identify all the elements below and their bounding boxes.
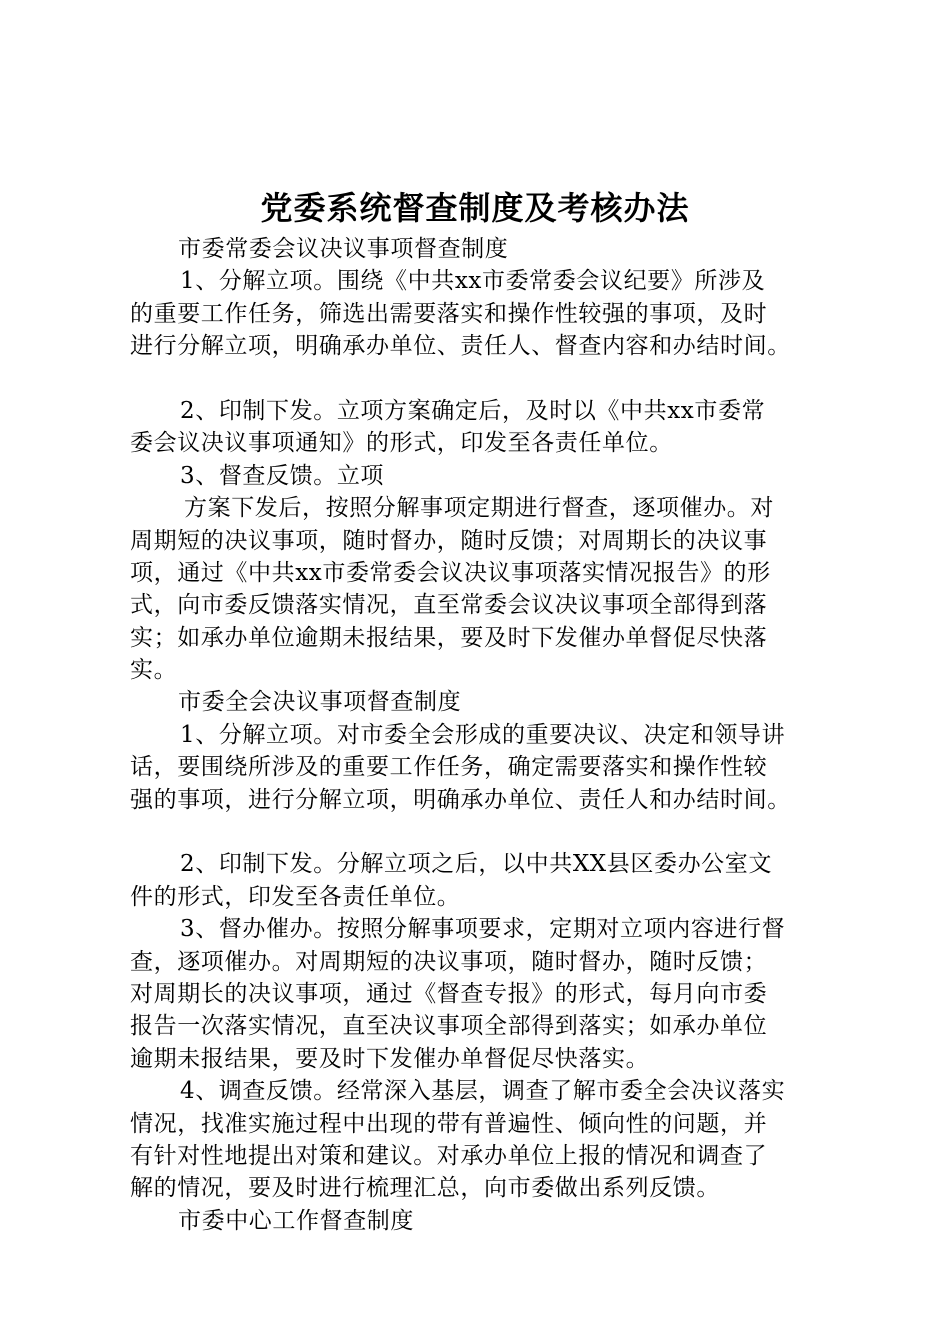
section-heading: 市委常委会议决议事项督查制度 [178,236,509,262]
paragraph-line: 2、印制下发。分解立项之后，以中共XX县区委办公室文 [180,851,772,878]
blank-line [130,816,840,848]
paragraph-line: 4、调查反馈。经常深入基层，调查了解市委全会决议落实 [180,1078,786,1105]
paragraph-line: 3、督办催办。按照分解事项要求，定期对立项内容进行督 [180,916,786,943]
paragraph-line: 3、督查反馈。立项 [180,462,385,489]
paragraph-line: 有针对性地提出对策和建议。对承办单位上报的情况和调查了 [130,1142,768,1169]
paragraph-line: 件的形式，印发至各责任单位。 [130,883,461,910]
paragraph-line: 实。 [130,657,178,684]
paragraph-line: 实；如承办单位逾期未报结果，要及时下发催办单督促尽快落 [130,624,768,651]
paragraph-line: 式，向市委反馈落实情况，直至常委会议决议事项全部得到落 [130,592,768,619]
paragraph-line: 的重要工作任务，筛选出需要落实和操作性较强的事项，及时 [130,300,768,327]
blank-line [130,363,840,395]
paragraph-line: 逾期未报结果，要及时下发催办单督促尽快落实。 [130,1045,650,1072]
paragraph-line: 1、分解立项。对市委全会形成的重要决议、决定和领导讲 [180,721,786,748]
paragraph-line: 进行分解立项，明确承办单位、责任人、督查内容和办结时间。 [130,333,791,360]
document-body [130,233,840,1237]
paragraph-line: 周期短的决议事项，随时督办，随时反馈；对周期长的决议事 [130,527,768,554]
paragraph-line: 2、印制下发。立项方案确定后，及时以《中共xx市委常 [180,397,766,424]
paragraph-line: 查，逐项催办。对周期短的决议事项，随时督办，随时反馈； [130,948,768,975]
paragraph-line: 强的事项，进行分解立项，明确承办单位、责任人和办结时间。 [130,786,791,813]
paragraph-line: 话，要围绕所涉及的重要工作任务，确定需要落实和操作性较 [130,754,768,781]
paragraph-line: 委会议决议事项通知》的形式，印发至各责任单位。 [130,430,673,457]
section-heading: 市委中心工作督查制度 [178,1207,414,1234]
paragraph-line: 对周期长的决议事项，通过《督查专报》的形式，每月向市委 [130,980,768,1007]
paragraph-line: 方案下发后，按照分解事项定期进行督查，逐项催办。对 [184,495,774,522]
paragraph-line: 项，通过《中共xx市委常委会议决议事项落实情况报告》的形 [130,559,771,586]
paragraph-line: 情况，找准实施过程中出现的带有普遍性、倾向性的问题，并 [130,1110,768,1137]
paragraph-line: 1、分解立项。围绕《中共xx市委常委会议纪要》所涉及 [180,268,766,295]
section-heading: 市委全会决议事项督查制度 [178,689,462,716]
document-title: 党委系统督查制度及考核办法 [260,189,690,227]
paragraph-line: 报告一次落实情况，直至决议事项全部得到落实；如承办单位 [130,1013,768,1040]
paragraph-line: 解的情况，要及时进行梳理汇总，向市委做出系列反馈。 [130,1175,720,1202]
